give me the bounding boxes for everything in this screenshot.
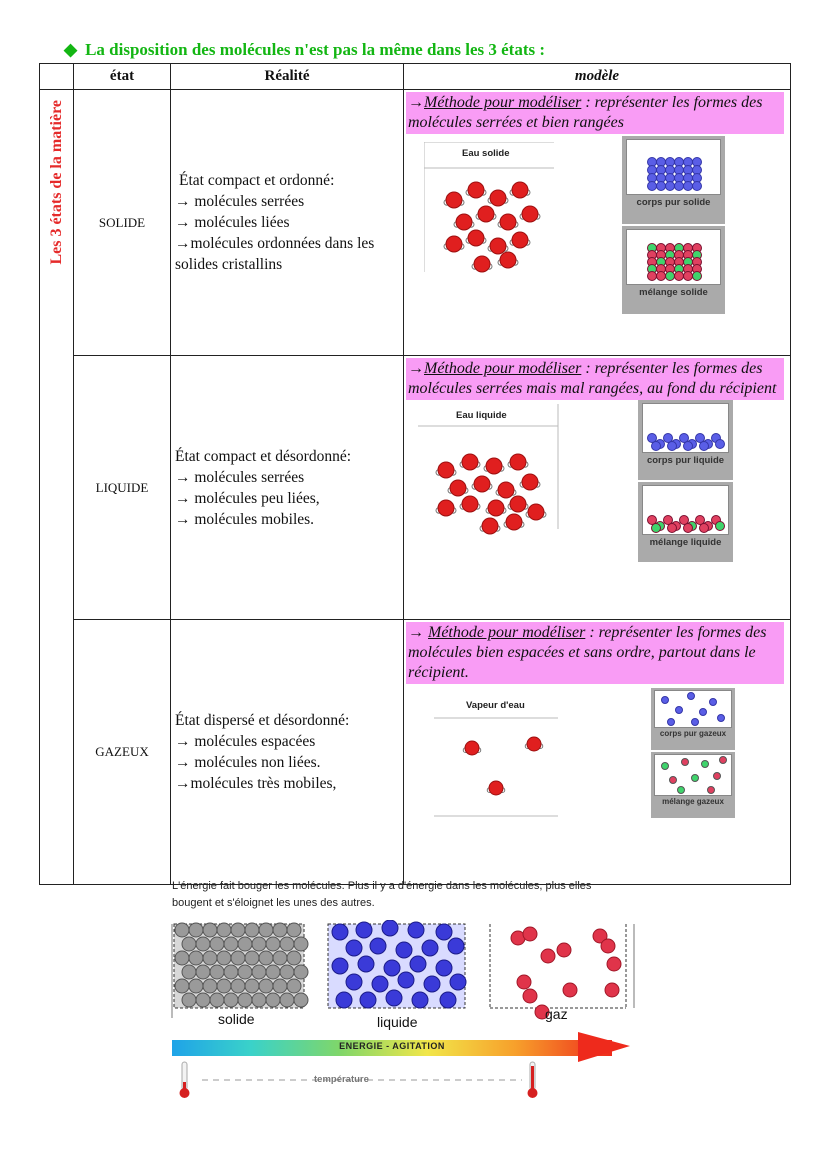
blue-molecule (710, 699, 717, 706)
blue-molecule (684, 182, 693, 191)
gray-molecule (217, 979, 231, 993)
header-etat: état (74, 64, 171, 90)
gray-molecule (217, 951, 231, 965)
blue-ball (382, 920, 398, 936)
blue-molecule (692, 719, 699, 726)
mixed-molecule (716, 522, 725, 531)
blue-ball (346, 940, 362, 956)
mixed-molecule (702, 761, 709, 768)
red-ball (523, 927, 537, 941)
realite-line: → molécules non liées. (175, 754, 321, 771)
oxygen-atom (512, 232, 528, 248)
realite-gazeux (171, 620, 404, 885)
gray-molecule (175, 951, 189, 965)
heading-text: La disposition des molécules n'est pas la même dans les 3 états : (85, 40, 546, 59)
oxygen-atom (468, 230, 484, 246)
oxygen-atom (462, 454, 478, 470)
blue-ball (396, 942, 412, 958)
blue-ball (422, 940, 438, 956)
methode-link: Méthode pour modéliser (428, 624, 586, 641)
blue-ball (448, 938, 464, 954)
blue-ball (410, 956, 426, 972)
realite-line: → molécules liées (175, 214, 290, 231)
gray-molecule (196, 937, 210, 951)
gray-molecule (245, 979, 259, 993)
oxygen-atom (465, 741, 479, 755)
gray-molecule (245, 951, 259, 965)
panel-corps-pur-gazeux (651, 688, 735, 750)
mixed-molecule (714, 773, 721, 780)
blue-ball (436, 960, 452, 976)
mixed-molecule (657, 272, 666, 281)
gray-molecule (252, 965, 266, 979)
gray-molecule (217, 923, 231, 937)
modele-gazeux (404, 620, 791, 885)
gray-molecule (259, 951, 273, 965)
mixed-molecule (693, 272, 702, 281)
oxygen-atom (474, 256, 490, 272)
mixed-molecule (668, 524, 677, 533)
mixed-molecule (682, 759, 689, 766)
gray-molecule (203, 951, 217, 965)
gray-molecule (294, 965, 308, 979)
modele-solide (404, 90, 791, 356)
etat-solide: SOLIDE (74, 90, 171, 356)
fig-title-solide: Eau solide (462, 148, 510, 159)
blue-liquid (638, 400, 733, 455)
gray-molecule (189, 979, 203, 993)
methode-link: Méthode pour modéliser (424, 360, 582, 377)
gray-molecule (210, 965, 224, 979)
blue-molecule (675, 182, 684, 191)
blue-ball (360, 992, 376, 1008)
gray-molecule (294, 937, 308, 951)
gray-molecule (280, 965, 294, 979)
gray-molecule (189, 923, 203, 937)
energy-text: L'énergie fait bouger les molécules. Plus il y a d'énergie dans les molécules, plus elles bougent et s'éloignet les unes des autres. (172, 880, 592, 909)
gray-molecule (266, 965, 280, 979)
blue-molecule (662, 697, 669, 704)
mixed-molecule (675, 272, 684, 281)
realite-line: État compact et désordonné: (175, 447, 352, 465)
mixed-grid (622, 226, 725, 286)
gray-molecule (210, 937, 224, 951)
blue-molecule (693, 182, 702, 191)
eau-solide-figure (424, 142, 564, 282)
label-solide: solide (218, 1011, 255, 1027)
panel-melange-solide (622, 226, 725, 314)
oxygen-atom (486, 458, 502, 474)
blue-gas (651, 688, 735, 730)
label-gaz: gaz (545, 1006, 568, 1022)
mixed-molecule (684, 272, 693, 281)
oxygen-atom (438, 462, 454, 478)
blue-molecule (700, 442, 709, 451)
blue-molecule (716, 440, 725, 449)
blue-ball (408, 922, 424, 938)
oxygen-atom (489, 781, 503, 795)
liquide-figures (404, 400, 790, 600)
gray-molecule (189, 951, 203, 965)
gazeux-figures (404, 684, 790, 884)
eau-liquide-figure (418, 404, 578, 544)
mixed-molecule (652, 524, 661, 533)
gray-molecule (203, 979, 217, 993)
blue-ball (336, 992, 352, 1008)
oxygen-atom (490, 238, 506, 254)
mixed-gas (651, 752, 735, 798)
gray-molecule (231, 979, 245, 993)
blue-ball (450, 974, 466, 990)
gray-molecule (196, 965, 210, 979)
blue-grid (622, 136, 725, 196)
panel-corps-pur-liquide (638, 400, 733, 480)
blue-ball (412, 992, 428, 1008)
blue-molecule (666, 182, 675, 191)
mixed-liquid (638, 482, 733, 537)
gray-molecule (266, 937, 280, 951)
oxygen-atom (438, 500, 454, 516)
methode-box: →Méthode pour modéliser : représenter les formes des molécules serrées mais mal rangées, au fond du récipient (406, 358, 784, 400)
mixed-molecule (700, 524, 709, 533)
mixed-molecule (692, 775, 699, 782)
methode-text: représenter les formes des molécules serrées et bien rangées (408, 94, 763, 131)
gray-molecule (182, 937, 196, 951)
energy-section (172, 878, 632, 912)
mixed-molecule (678, 787, 685, 794)
oxygen-atom (522, 474, 538, 490)
oxygen-atom (522, 206, 538, 222)
blue-ball (384, 960, 400, 976)
energy-bar-label: ENERGIE - AGITATION (339, 1041, 445, 1051)
gray-molecule (182, 993, 196, 1007)
methode-text: représenter les formes des molécules serrées mais mal rangées, au fond du récipient (408, 360, 777, 397)
oxygen-atom (506, 514, 522, 530)
thermometer-hot-icon (526, 1060, 540, 1100)
blue-ball (424, 976, 440, 992)
side-label-cell (40, 90, 74, 885)
row-liquide (40, 356, 791, 620)
mixed-molecule (720, 757, 727, 764)
methode-text: représenter les formes des molécules bien espacées et sans ordre, partout dans le récipient. (408, 624, 767, 681)
vapeur-figure (434, 688, 574, 828)
blue-ball (356, 922, 372, 938)
blue-ball (440, 992, 456, 1008)
mixed-molecule (684, 524, 693, 533)
realite-line: État compact et ordonné: (179, 172, 335, 189)
solide-figures (404, 134, 790, 334)
red-ball (517, 975, 531, 989)
gray-molecule (294, 993, 308, 1007)
red-ball (563, 983, 577, 997)
realite-line: → molécules mobiles. (175, 510, 315, 528)
gray-molecule (231, 923, 245, 937)
blue-molecule (676, 707, 683, 714)
gray-molecule (287, 979, 301, 993)
oxygen-atom (474, 476, 490, 492)
realite-line: → molécules peu liées, (175, 489, 320, 507)
gray-molecule (280, 937, 294, 951)
blue-ball (372, 976, 388, 992)
gray-molecule (231, 951, 245, 965)
temperature-label: température (314, 1074, 369, 1085)
blue-ball (358, 956, 374, 972)
energy-bar (172, 1040, 612, 1056)
oxygen-atom (528, 504, 544, 520)
arrow-head-icon (578, 1018, 638, 1078)
states-table (39, 63, 791, 885)
blue-ball (346, 974, 362, 990)
blue-ball (332, 958, 348, 974)
gray-molecule (238, 993, 252, 1007)
gray-molecule (280, 993, 294, 1007)
blue-molecule (718, 715, 725, 722)
blue-ball (332, 924, 348, 940)
gray-molecule (210, 993, 224, 1007)
label-liquide: liquide (377, 1014, 418, 1030)
oxygen-atom (462, 496, 478, 512)
methode-box: → Méthode pour modéliser : représenter les formes des molécules bien espacées et sans ordre, partout dans le récipient. (406, 622, 784, 684)
oxygen-atom (490, 190, 506, 206)
oxygen-atom (498, 482, 514, 498)
temperature-scale (172, 1060, 552, 1100)
oxygen-atom (512, 182, 528, 198)
header-modele: modèle (404, 64, 791, 90)
oxygen-atom (446, 236, 462, 252)
mixed-molecule (666, 272, 675, 281)
gray-molecule (259, 923, 273, 937)
realite-solide (171, 90, 404, 356)
blue-ball (398, 972, 414, 988)
gray-molecule (238, 965, 252, 979)
cap-melange-gazeux: mélange gazeux (662, 797, 724, 806)
diamond-bullet-icon: ◆ (64, 40, 78, 59)
methode-box: →Méthode pour modéliser : représenter les formes des molécules serrées et bien rangées (406, 92, 784, 134)
mixed-molecule (662, 763, 669, 770)
realite-line: →molécules ordonnées dans les solides cristallins (175, 235, 375, 273)
oxygen-atom (488, 500, 504, 516)
side-label: Les 3 états de la matière (48, 100, 65, 265)
mixed-molecule (670, 777, 677, 784)
row-gazeux (40, 620, 791, 885)
gray-molecule (245, 923, 259, 937)
gray-molecule (287, 951, 301, 965)
realite-line: → molécules espacées (175, 733, 316, 750)
cap-corps-pur-liquide: corps pur liquide (646, 455, 725, 466)
red-ball (557, 943, 571, 957)
realite-line: → molécules serrées (175, 193, 305, 210)
blue-ball (436, 924, 452, 940)
oxygen-atom (482, 518, 498, 534)
blue-molecule (648, 182, 657, 191)
blue-molecule (684, 442, 693, 451)
oxygen-atom (510, 496, 526, 512)
blue-ball (370, 938, 386, 954)
modele-liquide (404, 356, 791, 620)
red-ball (607, 957, 621, 971)
energy-states-figure (168, 920, 638, 1020)
gray-molecule (224, 993, 238, 1007)
oxygen-atom (510, 454, 526, 470)
cap-corps-pur-solide: corps pur solide (636, 197, 711, 208)
gray-molecule (175, 923, 189, 937)
row-solide (40, 90, 791, 356)
thermometer-cold-icon (178, 1060, 192, 1100)
oxygen-atom (527, 737, 541, 751)
gray-molecule (273, 951, 287, 965)
gray-molecule (224, 937, 238, 951)
gray-molecule (273, 923, 287, 937)
blue-molecule (652, 442, 661, 451)
etat-liquide: LIQUIDE (74, 356, 171, 620)
gray-molecule (273, 979, 287, 993)
fig-title-liquide: Eau liquide (456, 410, 507, 421)
ice-molecules (444, 182, 540, 272)
gray-molecule (175, 979, 189, 993)
gray-molecule (203, 923, 217, 937)
gray-molecule (266, 993, 280, 1007)
blue-molecule (668, 719, 675, 726)
page-heading (64, 40, 545, 60)
oxygen-atom (500, 252, 516, 268)
realite-line: → molécules serrées (175, 468, 305, 486)
gray-molecule (224, 965, 238, 979)
panel-corps-pur-solide (622, 136, 725, 224)
methode-link: Méthode pour modéliser (424, 94, 582, 111)
oxygen-atom (446, 192, 462, 208)
cap-corps-pur-gazeux: corps pur gazeux (659, 729, 727, 738)
blue-molecule (657, 182, 666, 191)
panel-melange-gazeux (651, 752, 735, 818)
mixed-molecule (708, 787, 715, 794)
blue-molecule (688, 693, 695, 700)
red-ball (523, 989, 537, 1003)
cap-melange-solide: mélange solide (639, 287, 708, 298)
corner-cell (40, 64, 74, 90)
oxygen-atom (468, 182, 484, 198)
gray-molecule (252, 937, 266, 951)
blue-molecule (700, 709, 707, 716)
realite-line: État dispersé et désordonné: (175, 712, 350, 729)
fig-title-gazeux: Vapeur d'eau (466, 700, 525, 711)
gray-molecule (238, 937, 252, 951)
gray-molecule (252, 993, 266, 1007)
gray-molecule (259, 979, 273, 993)
mixed-molecule (648, 272, 657, 281)
panel-melange-liquide (638, 482, 733, 562)
oxygen-atom (450, 480, 466, 496)
header-row (40, 64, 791, 90)
red-ball (601, 939, 615, 953)
etat-gazeux: GAZEUX (74, 620, 171, 885)
realite-liquide (171, 356, 404, 620)
gray-molecule (182, 965, 196, 979)
gray-molecule (287, 923, 301, 937)
cap-melange-liquide: mélange liquide (649, 537, 722, 548)
red-ball (605, 983, 619, 997)
red-ball (541, 949, 555, 963)
blue-molecule (668, 442, 677, 451)
gray-molecule (196, 993, 210, 1007)
header-realite: Réalité (171, 64, 404, 90)
oxygen-atom (500, 214, 516, 230)
oxygen-atom (456, 214, 472, 230)
realite-line: →molécules très mobiles, (175, 775, 337, 792)
blue-ball (386, 990, 402, 1006)
oxygen-atom (478, 206, 494, 222)
